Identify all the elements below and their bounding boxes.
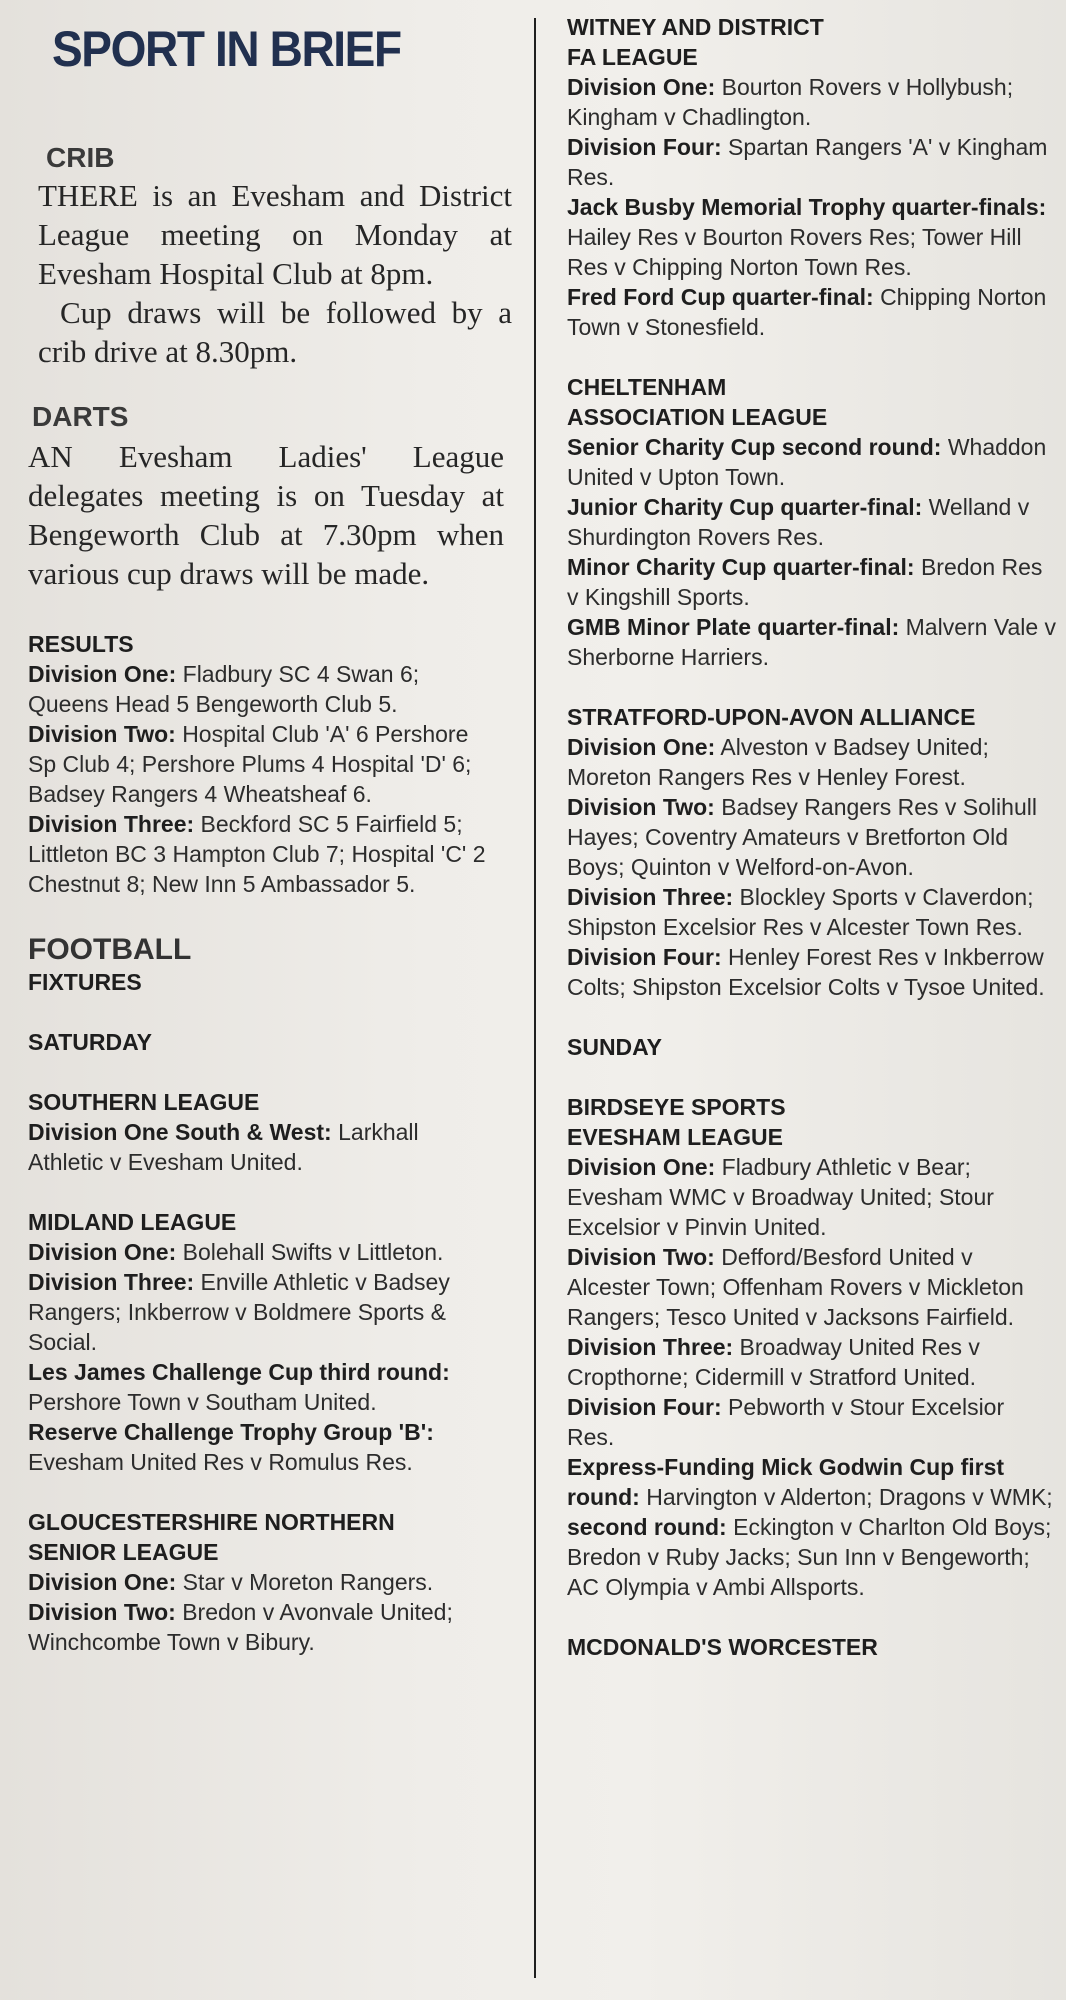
- fixture-item: Reserve Challenge Trophy Group 'B': Evesham United Res v Romulus Res.: [28, 1419, 434, 1475]
- witney-title-2: FA LEAGUE: [567, 44, 698, 70]
- results-list: [28, 659, 498, 899]
- birdseye-title-1: BIRDSEYE SPORTS: [567, 1094, 786, 1120]
- result-item: Division Three: Beckford SC 5 Fairfield 5; Littleton BC 3 Hampton Club 7; Hospital 'C' 2 Chestnut 8; New Inn 5 Ambassador 5.: [28, 811, 486, 897]
- glos-league-title-1: GLOUCESTERSHIRE NORTHERN: [28, 1509, 395, 1535]
- darts-paragraph: AN Evesham Ladies' League delegates meeting is on Tuesday at Bengeworth Club at 7.30pm when various cup draws will be made.: [28, 439, 504, 591]
- midland-league-title: MIDLAND LEAGUE: [28, 1209, 237, 1235]
- stratford-title: STRATFORD-UPON-AVON ALLIANCE: [567, 704, 976, 730]
- result-item: Division One: Fladbury SC 4 Swan 6; Queens Head 5 Bengeworth Club 5.: [28, 661, 420, 717]
- mcdonalds-heading: MCDONALD'S WORCESTER: [567, 1634, 878, 1660]
- fixtures-heading: FIXTURES: [28, 969, 142, 995]
- column-divider: [534, 18, 536, 1978]
- fixture-item: Jack Busby Memorial Trophy quarter-finals: Hailey Res v Bourton Rovers Res; Tower Hill Res v Chipping Norton Town Res.: [567, 194, 1047, 280]
- results-heading: RESULTS: [28, 631, 134, 657]
- crib-paragraph-1: THERE is an Evesham and District League meeting on Monday at Evesham Hospital Club at 8pm.: [38, 178, 512, 291]
- cheltenham-title-2: ASSOCIATION LEAGUE: [567, 404, 828, 430]
- football-heading: FOOTBALL: [28, 933, 192, 966]
- result-item: Division Two: Hospital Club 'A' 6 Pershore Sp Club 4; Pershore Plums 4 Hospital 'D' 6; Badsey Rangers 4 Wheatsheaf 6.: [28, 721, 472, 807]
- fixture-item: Division One: Bourton Rovers v Hollybush; Kingham v Chadlington.: [567, 74, 1014, 130]
- cheltenham-title-1: CHELTENHAM: [567, 374, 727, 400]
- darts-heading: DARTS: [32, 401, 129, 432]
- fixture-item: Les James Challenge Cup third round: Pershore Town v Southam United.: [28, 1359, 450, 1415]
- fixture-item: Minor Charity Cup quarter-final: Bredon Res v Kingshill Sports.: [567, 554, 1043, 610]
- crib-heading: CRIB: [46, 142, 115, 173]
- fixture-item: Division One: Star v Moreton Rangers.: [28, 1569, 434, 1595]
- fixture-item: Division One South & West: Larkhall Athletic v Evesham United.: [28, 1119, 419, 1175]
- fixture-item: Division One: Fladbury Athletic v Bear; Evesham WMC v Broadway United; Stour Excelsior v Pinvin United.: [567, 1154, 994, 1240]
- masthead-title: SPORT IN BRIEF: [52, 21, 401, 77]
- birdseye-title-2: EVESHAM LEAGUE: [567, 1124, 783, 1150]
- fixture-item: Fred Ford Cup quarter-final: Chipping Norton Town v Stonesfield.: [567, 284, 1047, 340]
- fixture-item: Division Three: Blockley Sports v Claverdon; Shipston Excelsior Res v Alcester Town Res.: [567, 884, 1034, 940]
- fixture-item: Division One: Alveston v Badsey United; Moreton Rangers Res v Henley Forest.: [567, 734, 989, 790]
- southern-league-title: SOUTHERN LEAGUE: [28, 1089, 260, 1115]
- witney-title-1: WITNEY AND DISTRICT: [567, 14, 824, 40]
- sunday-heading: SUNDAY: [567, 1034, 663, 1060]
- fixture-item: Division Two: Bredon v Avonvale United; Winchcombe Town v Bibury.: [28, 1599, 453, 1655]
- fixture-item: Senior Charity Cup second round: Whaddon United v Upton Town.: [567, 434, 1047, 490]
- glos-league-title-2: SENIOR LEAGUE: [28, 1539, 219, 1565]
- fixture-item: Division Two: Defford/Besford United v Alcester Town; Offenham Rovers v Mickleton Rangers; Tesco United v Jacksons Fairfield.: [567, 1244, 1024, 1330]
- fixture-item: Division Four: Henley Forest Res v Inkberrow Colts; Shipston Excelsior Colts v Tysoe United.: [567, 944, 1045, 1000]
- saturday-heading: SATURDAY: [28, 1029, 152, 1055]
- fixture-item: Division Three: Broadway United Res v Cropthorne; Cidermill v Stratford United.: [567, 1334, 980, 1390]
- fixture-item: Division Four: Spartan Rangers 'A' v Kingham Res.: [567, 134, 1048, 190]
- right-column: [567, 12, 1066, 1662]
- fixture-item: GMB Minor Plate quarter-final: Malvern Vale v Sherborne Harriers.: [567, 614, 1057, 670]
- fixture-item: Division Two: Badsey Rangers Res v Solihull Hayes; Coventry Amateurs v Bretforton Old Boys; Quinton v Welford-on-Avon.: [567, 794, 1037, 880]
- crib-paragraph-2: Cup draws will be followed by a crib drive at 8.30pm.: [38, 295, 512, 369]
- fixture-item: Division One: Bolehall Swifts v Littleton.: [28, 1239, 444, 1265]
- fixture-item: Junior Charity Cup quarter-final: Welland v Shurdington Rovers Res.: [567, 494, 1030, 550]
- fixture-item: Division Four: Pebworth v Stour Excelsior Res.: [567, 1394, 1005, 1450]
- left-column: [28, 142, 528, 1657]
- fixture-item: Express-Funding Mick Godwin Cup first round: Harvington v Alderton; Dragons v WMK; second round: Eckington v Charlton Old Boys; Bredon v Ruby Jacks; Sun Inn v Bengeworth; AC Olympia v Ambi Allsports.: [567, 1454, 1053, 1600]
- fixture-item: Division Three: Enville Athletic v Badsey Rangers; Inkberrow v Boldmere Sports & Social.: [28, 1269, 450, 1355]
